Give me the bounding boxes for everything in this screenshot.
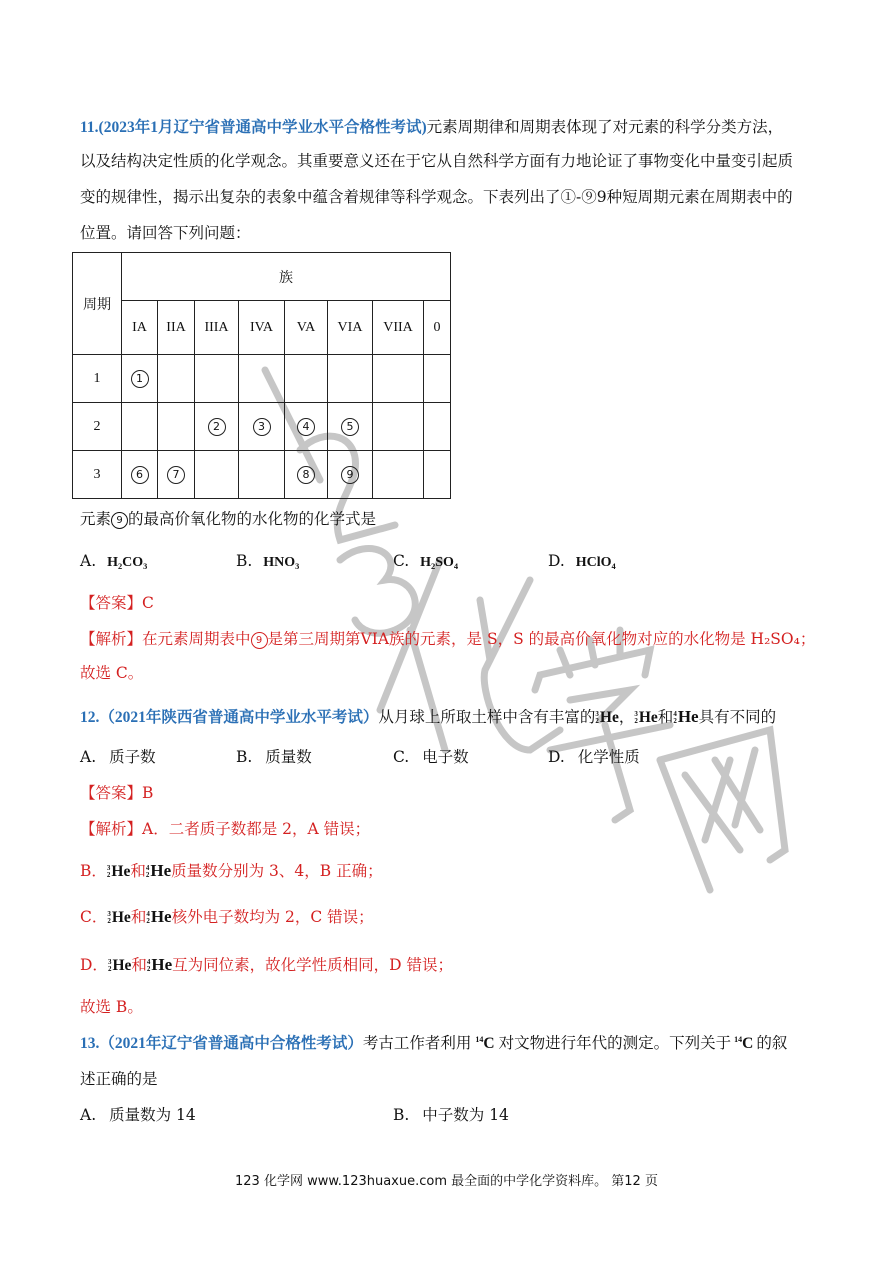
atomic-number: 2	[595, 717, 599, 726]
q11-option-a[interactable]	[80, 550, 147, 574]
isotope-he4	[673, 706, 698, 728]
element-marker: 2	[208, 418, 226, 436]
q12-number: 12.	[80, 709, 100, 726]
mass-number: 4	[673, 710, 677, 719]
q13-text: 考古工作者利用	[362, 1034, 472, 1052]
q12-answer	[80, 782, 153, 804]
element-symbol: He	[111, 909, 131, 926]
option-formula: HNO₃	[263, 555, 300, 570]
element-marker: 3	[253, 418, 271, 436]
element-symbol: He	[112, 957, 132, 974]
element-marker: 6	[131, 466, 149, 484]
table-row	[73, 403, 451, 451]
atomic-number: 2	[107, 917, 111, 926]
element-symbol: He	[677, 707, 699, 726]
group-header: 族	[122, 253, 451, 301]
q12-stem	[80, 706, 776, 729]
watermark-text: 123化学网	[230, 330, 235, 331]
element-symbol: C	[742, 1035, 754, 1052]
analysis-label: B．	[80, 862, 107, 880]
mass-number: 3	[107, 910, 111, 919]
analysis-text: 互为同位素，故化学性质相同，D 错误；	[172, 956, 454, 974]
element-symbol: He	[638, 709, 658, 726]
group-cell: IA	[122, 301, 158, 355]
group-cell: VIA	[328, 301, 373, 355]
q12-text: 具有不同的	[698, 708, 777, 726]
q11-option-b[interactable]	[236, 550, 299, 574]
isotope-c14	[734, 1033, 753, 1055]
element-marker: 7	[167, 466, 185, 484]
option-label: B.	[236, 748, 253, 766]
option-formula: HClO₄	[575, 555, 616, 570]
mass-number: 4	[146, 958, 151, 967]
analysis-text: 质量数分别为 3、4，B 正确；	[171, 862, 383, 880]
isotope-he3	[107, 907, 130, 929]
option-text: 电子数	[422, 748, 469, 766]
element-symbol: He	[150, 907, 172, 926]
element-marker: 1	[131, 370, 149, 388]
isotope-he4	[146, 906, 171, 928]
isotope-he4	[146, 860, 171, 882]
q11-option-d[interactable]	[548, 550, 616, 574]
q12-option-c[interactable]	[393, 746, 469, 768]
isotope-he3	[634, 707, 657, 729]
isotope-he3	[107, 861, 130, 883]
atomic-number: 2	[146, 965, 151, 974]
answer-value: B	[142, 784, 154, 802]
analysis-tag: 【解析】	[80, 820, 143, 838]
period-cell: 2	[73, 403, 122, 451]
answer-value: C	[142, 594, 154, 612]
element-symbol: C	[483, 1035, 495, 1052]
analysis-label: D．	[80, 956, 108, 974]
q12-text: 和	[657, 708, 674, 726]
period-cell: 3	[73, 451, 122, 499]
q11-range: ①-⑨9	[560, 188, 607, 206]
q12-analysis-a	[80, 818, 370, 840]
mass-number: 4	[145, 864, 150, 873]
atomic-number: 2	[673, 717, 677, 726]
atomic-number: 2	[107, 965, 112, 974]
option-text: 质量数	[265, 748, 312, 766]
mass-number: 4	[146, 910, 150, 919]
analysis-text: 在元素周期表中	[142, 630, 251, 648]
q11-option-c[interactable]	[393, 550, 458, 574]
q13-text: 的叙	[756, 1034, 788, 1052]
isotope-he3	[108, 955, 131, 977]
q11-question	[80, 508, 376, 530]
q13-source: （2021年辽宁省普通高中合格性考试）	[99, 1035, 363, 1052]
atomic-number: 2	[106, 871, 111, 880]
q11-source: (2023年1月辽宁省普通高中学业水平合格性考试)	[98, 119, 427, 136]
element-marker: 8	[297, 466, 315, 484]
option-label: C.	[393, 552, 410, 570]
period-cell: 1	[73, 355, 122, 403]
isotope-he3	[595, 707, 618, 729]
option-label: D.	[548, 552, 565, 570]
option-text: 质量数为 14	[109, 1106, 196, 1124]
element-marker: 9	[341, 466, 359, 484]
isotope-c14	[475, 1033, 494, 1055]
analysis-text: 是第三周期第VIA族的元素，是 S，S 的最高价氧化物对应的水化物是 H₂SO₄；	[267, 630, 816, 648]
group-cell: VA	[285, 301, 328, 355]
q11-text-2: 以及结构决定性质的化学观念。其重要意义还在于它从自然科学方面有力地论证了事物变化中量变引起质	[80, 152, 794, 170]
atomic-number: 2	[634, 717, 638, 726]
q11-number: 11.	[80, 119, 99, 136]
option-label: A.	[80, 552, 97, 570]
element-symbol: He	[151, 955, 173, 974]
q12-source: （2021年陕西省普通高中学业水平考试）	[99, 709, 379, 726]
q13-stem	[80, 1032, 787, 1055]
period-header: 周期	[73, 253, 122, 355]
answer-tag: 【答案】	[80, 594, 143, 612]
option-text: 质子数	[109, 748, 156, 766]
q12-text: 从月球上所取土样中含有丰富的	[378, 708, 596, 726]
element-marker: 4	[297, 418, 315, 436]
option-formula: H₂SO₄	[420, 555, 459, 570]
answer-tag: 【答案】	[80, 784, 143, 802]
mass-number: 3	[595, 710, 599, 719]
atomic-number: 2	[146, 917, 150, 926]
option-label: C.	[393, 748, 410, 766]
q11-conclusion: 故选 C。	[80, 664, 144, 682]
q11-line3	[80, 186, 793, 208]
option-text: 化学性质	[577, 748, 640, 766]
option-label: A.	[80, 748, 97, 766]
element-symbol: He	[150, 861, 172, 880]
q11-text-3c: 种短周期元素在周期表中的	[606, 188, 793, 206]
group-cell: 0	[424, 301, 451, 355]
q11-text-1: 元素周期律和周期表体现了对元素的科学分类方法，	[426, 118, 784, 136]
option-text: 中子数为 14	[422, 1106, 509, 1124]
mass-number: 14	[475, 1034, 484, 1044]
analysis-label: C．	[80, 908, 108, 926]
isotope-he4	[147, 954, 172, 976]
q11-question-text: 的最高价氧化物的水化物的化学式是	[128, 510, 377, 528]
element-marker: 5	[341, 418, 359, 436]
mass-number: 3	[107, 958, 112, 967]
option-label: B.	[393, 1106, 410, 1124]
q12-text: ，	[618, 708, 635, 726]
group-cell: IIA	[158, 301, 195, 355]
q12-option-d[interactable]	[548, 746, 640, 768]
mass-number: 3	[634, 710, 638, 719]
analysis-tag: 【解析】	[80, 630, 143, 648]
q11-text-3a: 变的规律性，揭示出复杂的表象中蕴含着规律等科学观念。下表列出了	[80, 188, 561, 206]
group-cell: IVA	[239, 301, 285, 355]
periodic-table	[72, 252, 451, 499]
q13-option-b[interactable]	[393, 1104, 509, 1126]
q11-text-4: 位置。请回答下列问题：	[80, 224, 251, 242]
group-cell: VIIA	[373, 301, 424, 355]
q12-analysis-b	[80, 860, 383, 883]
element-symbol: He	[111, 863, 131, 880]
analysis-text: 和	[130, 862, 146, 880]
q11-answer	[80, 592, 154, 614]
q12-option-a[interactable]	[80, 746, 156, 768]
q12-option-b[interactable]	[236, 746, 312, 768]
q11-analysis	[80, 628, 815, 650]
option-label: B.	[236, 552, 253, 570]
option-label: A.	[80, 1106, 97, 1124]
mass-number: 3	[106, 864, 111, 873]
analysis-text: 核外电子数均为 2，C 错误；	[171, 908, 374, 926]
page-footer: 123 化学网 www.123huaxue.com 最全面的中学化学资料库。 第12 页	[235, 1174, 658, 1189]
q12-analysis-d	[80, 954, 453, 977]
analysis-text: 和	[130, 908, 147, 926]
atomic-number: 2	[145, 871, 150, 880]
option-formula: H₂CO₃	[107, 555, 148, 570]
q11-line1	[80, 116, 783, 139]
q13-number: 13.	[80, 1035, 100, 1052]
analysis-text: 和	[131, 956, 147, 974]
mass-number: 14	[734, 1034, 743, 1044]
q12-analysis-c	[80, 906, 374, 929]
q13-option-a[interactable]	[80, 1104, 196, 1126]
group-cell: IIIA	[195, 301, 239, 355]
q13-text: 对文物进行年代的测定。下列关于	[498, 1034, 732, 1052]
q11-question-prefix: 元素	[80, 510, 112, 528]
option-label: D.	[548, 748, 565, 766]
table-row	[73, 355, 451, 403]
analysis-text: A．二者质子数都是 2，A 错误；	[142, 820, 371, 838]
element-marker: 9	[111, 512, 128, 529]
table-row	[73, 451, 451, 499]
element-symbol: He	[599, 709, 619, 726]
q12-conclusion: 故选 B。	[80, 998, 143, 1016]
q13-text-2: 述正确的是	[80, 1070, 158, 1088]
element-marker: 9	[251, 632, 268, 649]
